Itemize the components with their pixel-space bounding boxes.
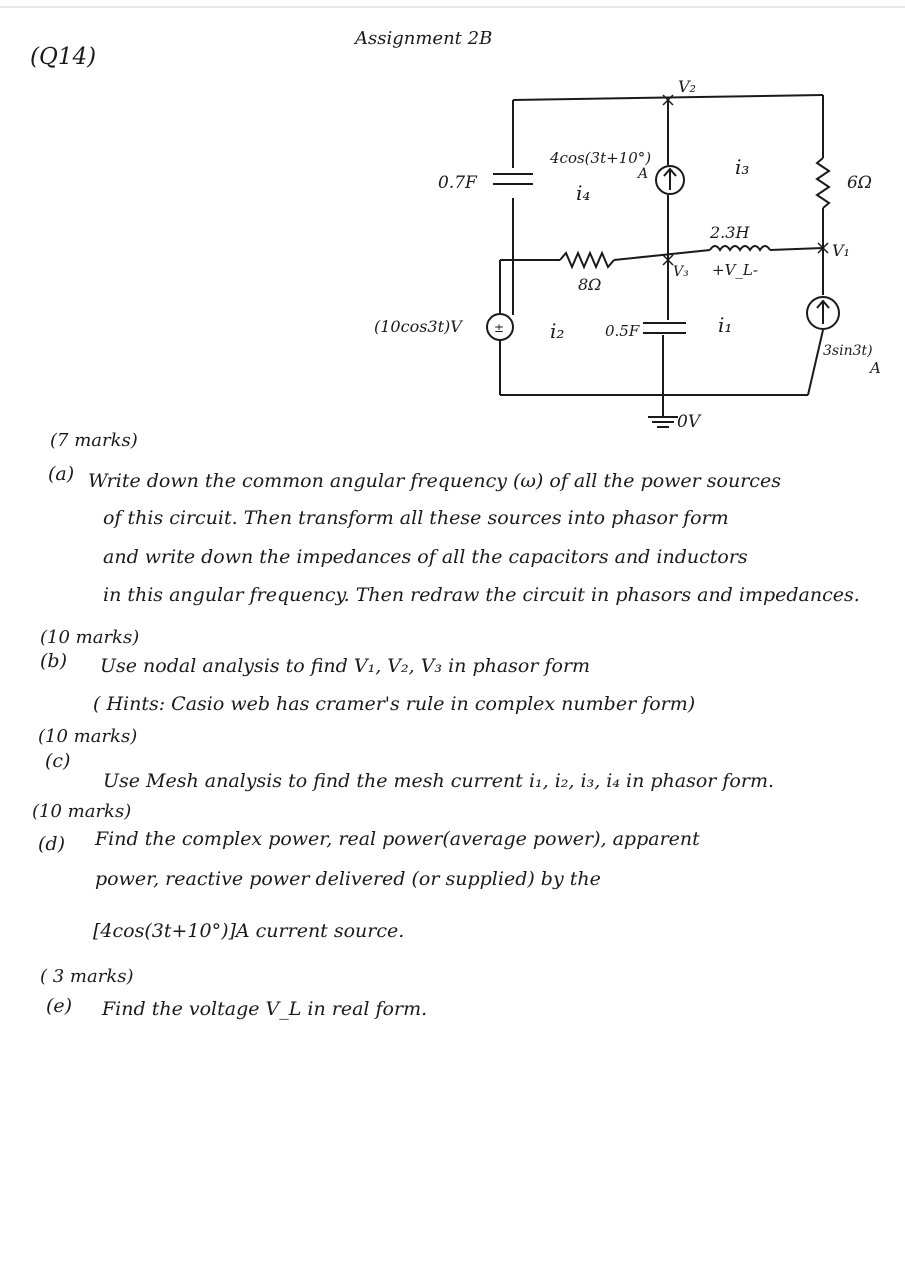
scan-edge-line	[0, 6, 905, 8]
wire-right-bot	[808, 330, 823, 395]
label-ground: 0V	[677, 412, 701, 432]
part-a-label: (a)	[48, 463, 75, 485]
resistor-6ohm	[817, 158, 829, 208]
part-b-label: (b)	[40, 650, 67, 672]
part-b-marks: (10 marks)	[40, 627, 140, 648]
assignment-title: Assignment 2B	[355, 28, 493, 49]
part-b-line-2: ( Hints: Casio web has cramer's rule in complex number form)	[93, 693, 696, 715]
mesh-i4-label: i₄	[576, 181, 591, 205]
label-inductor: 2.3H	[710, 223, 750, 242]
arrow-up-top	[664, 169, 676, 190]
part-b-line-1: Use nodal analysis to find V₁, V₂, V₃ in phasor form	[100, 655, 591, 677]
wire-h-right	[770, 248, 823, 250]
mesh-i1-label: i₁	[718, 313, 733, 337]
part-d-marks: (10 marks)	[32, 801, 132, 822]
label-current-right-2: A	[870, 359, 881, 377]
part-a-marks: (7 marks)	[50, 430, 138, 451]
part-d-line-3: [4cos(3t+10°)]A current source.	[93, 920, 405, 942]
resistor-8ohm	[560, 253, 614, 267]
inductor-coil	[710, 246, 770, 250]
label-cap-left: 0.7F	[438, 173, 477, 193]
part-e-marks: ( 3 marks)	[40, 966, 134, 987]
label-current-top-2: A	[638, 166, 649, 182]
label-cap-mid: 0.5F	[605, 322, 640, 340]
part-c-label: (c)	[45, 750, 71, 772]
label-resistor-right: 6Ω	[847, 173, 872, 193]
label-v2: V₂	[678, 77, 696, 96]
part-d-line-2: power, reactive power delivered (or supplied) by the	[95, 868, 601, 890]
part-a-line-1: Write down the common angular frequency (ω) of all the power sources	[88, 470, 781, 492]
mesh-i3-label: i₃	[735, 155, 750, 179]
part-d-label: (d)	[38, 833, 65, 855]
part-d-line-1: Find the complex power, real power(average power), apparent	[95, 828, 700, 850]
question-number: (Q14)	[30, 44, 97, 70]
voltage-source-sign: ±	[494, 321, 505, 335]
part-a-line-3: and write down the impedances of all the capacitors and inductors	[103, 546, 748, 568]
label-v1: V₁	[832, 241, 850, 260]
part-e-label: (e)	[46, 995, 73, 1017]
part-a-line-2: of this circuit. Then transform all these sources into phasor form	[103, 507, 729, 529]
part-c-marks: (10 marks)	[38, 726, 138, 747]
circuit-diagram	[360, 70, 900, 440]
mesh-i2-label: i₂	[550, 319, 565, 343]
label-voltage-source: (10cos3t)V	[374, 317, 462, 336]
part-a-line-4: in this angular frequency. Then redraw the circuit in phasors and impedances.	[103, 584, 860, 606]
label-current-right-1: 3sin3t)	[823, 343, 873, 359]
arrow-up-right	[817, 301, 829, 324]
part-e-line-1: Find the voltage V_L in real form.	[102, 998, 428, 1020]
label-current-top-1: 4cos(3t+10°)	[550, 149, 652, 167]
label-resistor-mid: 8Ω	[578, 275, 602, 294]
part-c-line-1: Use Mesh analysis to find the mesh current i₁, i₂, i₃, i₄ in phasor form.	[103, 770, 775, 792]
label-v3: V₃	[673, 264, 689, 280]
label-inductor-voltage: +V_L-	[712, 261, 758, 279]
wire-h-mid	[614, 250, 710, 260]
